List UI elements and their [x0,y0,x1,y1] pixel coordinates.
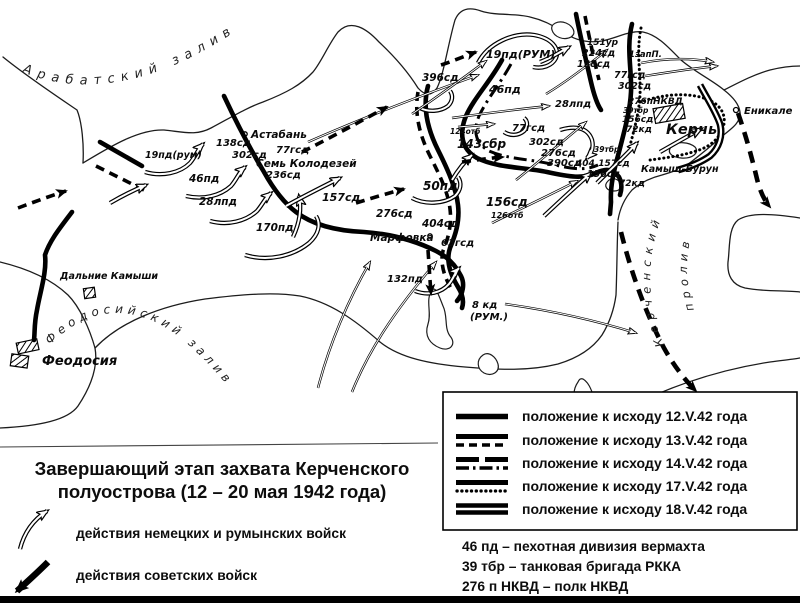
front-line-13v [426,86,463,308]
unit-label: 124отб [450,127,481,136]
unit-label: 302сд [529,137,564,148]
bottom-bar [0,596,800,603]
place-label: Феодосия [42,354,118,369]
unit-label: 404,157сд [576,159,630,169]
legend-item-label: положение к исходу 18.V.42 года [522,501,748,517]
unit-label: 156сд [587,169,621,180]
german-arrow-icon [20,511,47,549]
unit-label: 126отб [491,211,524,220]
unit-label: 50пд [423,179,458,193]
front-lines [34,14,724,340]
unit-label: 39тбр [594,145,620,154]
page-title: полуострова (12 – 20 мая 1942 года) [57,481,387,502]
place-label: Дальние Камыши [60,271,159,282]
unit-label: 77гсд [276,145,310,156]
unit-label: 143сбр [457,137,507,151]
title-block [35,458,410,502]
unit-label: 276сд [541,148,576,159]
unit-label: 396сд [422,72,459,84]
unit-label: 72кд [626,125,652,135]
unit-label: 156сд [486,195,528,209]
unit-label: 170пд [256,222,294,234]
abbreviation-notes [462,539,705,594]
arrow-key-label: действия немецких и румынских войск [76,526,346,541]
page-title: Завершающий этап захвата Керченского [34,458,410,479]
unit-label: 302сд [618,81,652,92]
unit-label: 236сд [266,170,301,181]
unit-label: 28лпд [555,99,592,110]
unit-label: 19пд(РУМ) [486,48,556,61]
front-line-west-dashed [96,166,144,190]
place-label: Еникале [744,106,793,117]
arrow-key-label: действия советских войск [76,568,258,583]
unit-label: 276пНКВД [628,97,683,107]
unit-label: 157сд [322,191,361,204]
place-label: Керчь [666,122,718,138]
unit-label: 224сд [582,48,616,59]
unit-label: 46пд [189,173,220,185]
soviet-arrow-icon [17,562,48,591]
unit-label: 77гсд [512,123,546,134]
legend-item-label: положение к исходу 14.V.42 года [522,455,748,471]
unit-label: 77гсд [614,70,646,81]
unit-label: 276сд [376,208,413,220]
unit-label: (РУМ.) [470,312,508,323]
front-line-west [100,142,142,166]
kerch-strait-label-2: пролив [676,235,697,313]
legend-item-label: положение к исходу 17.V.42 года [522,478,748,494]
abbreviation-line: 39 тбр – танковая бригада РККА [462,559,682,574]
dalnie-kamyshi-town-icon [83,287,95,298]
unit-label: 63гсд [441,238,475,249]
sea-labels [20,8,700,448]
unit-label: 39тбр [623,106,649,115]
unit-label: 46пд [489,83,521,96]
unit-label: 302сд [232,150,267,161]
unit-label: 156сд [622,115,654,125]
map-frame-line [0,443,438,447]
unit-label: 8 кд [472,300,498,311]
unit-label: 151ур [587,38,619,48]
legend-item-label: положение к исходу 13.V.42 года [522,432,748,448]
unit-label: 19пд(рум) [145,150,202,161]
arabat-bay-label: Арабатский залив [20,21,240,89]
unit-label: 138сд [216,138,251,149]
legend-item-label: положение к исходу 12.V.42 года [522,408,748,424]
place-label: Камыш-Бурун [641,164,719,175]
place-label: Астабань [251,129,307,141]
feodosia-bay-label: Феодосийский залив [42,301,237,389]
feodosia-town-icon [10,354,29,368]
unit-label: 72кд [619,179,645,189]
unit-label: 404сд [422,218,459,230]
place-label: Марфовка [370,232,434,244]
unit-label: 138сд [577,59,611,70]
unit-label: 1запП. [629,50,662,60]
unit-label: 132пд [387,274,423,285]
abbreviation-line: 276 п НКВД – полк НКВД [462,579,629,594]
unit-label: 28лпд [199,196,238,208]
arrow-key [17,511,346,591]
kerch-strait-label-1: Керченский [639,212,667,350]
unit-label: 390сд [547,158,582,169]
abbreviation-line: 46 пд – пехотная дивизия вермахта [462,539,705,554]
place-label: Семь Колодезей [256,158,357,170]
front-line-14v-dashdot [476,64,598,169]
enikale-dot-icon [734,108,739,113]
